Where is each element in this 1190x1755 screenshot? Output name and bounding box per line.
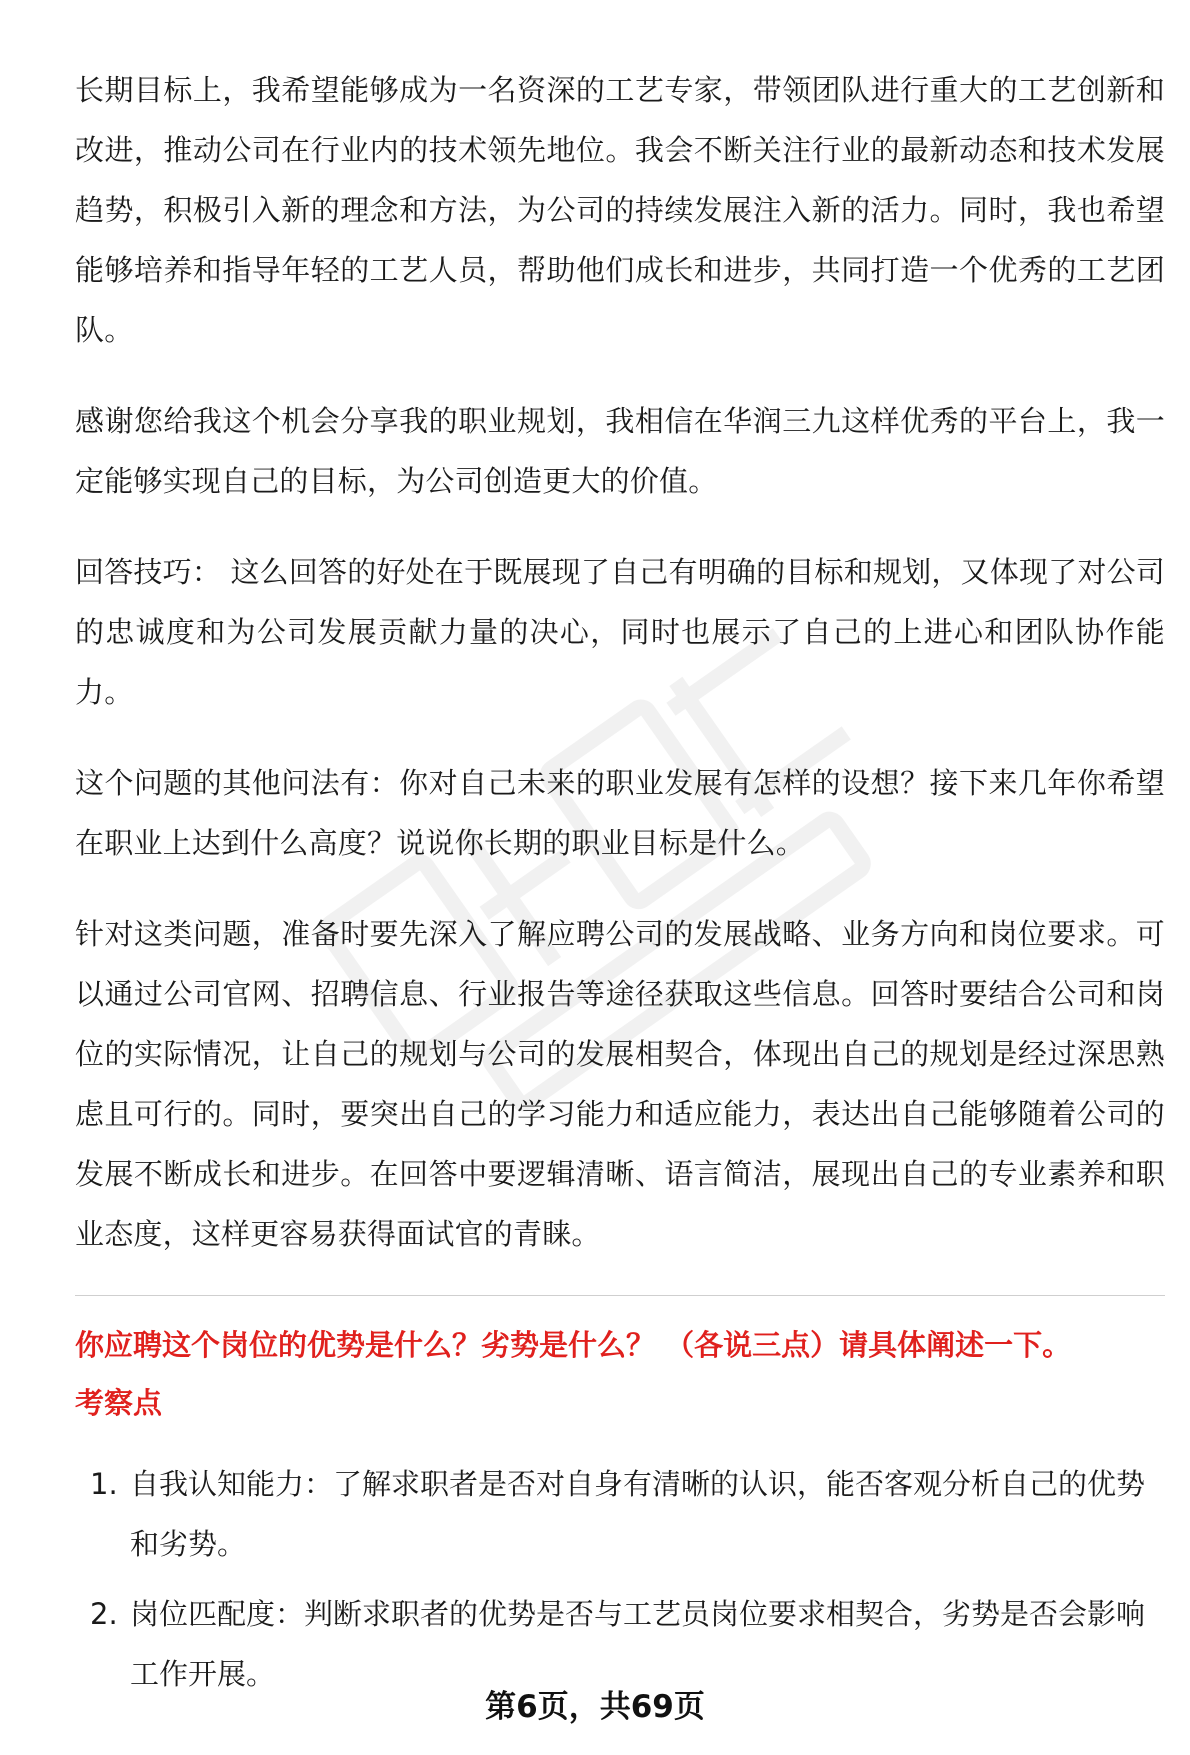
document-page	[75, 60, 1165, 1714]
paragraph-alternate-questions: 这个问题的其他问法有：你对自己未来的职业发展有怎样的设想？接下来几年你希望在职业上达到什么高度？说说你长期的职业目标是什么。	[75, 766, 1165, 860]
paragraph-thanks: 感谢您给我这个机会分享我的职业规划，我相信在华润三九这样优秀的平台上，我一定能够实现自己的目标，为公司创造更大的价值。	[75, 404, 1165, 498]
list-item-number: 2.	[90, 1597, 118, 1631]
page-footer: 第6页，共69页	[485, 1689, 705, 1725]
list-item-number: 1.	[90, 1467, 118, 1501]
list-item	[75, 1454, 1165, 1574]
list-item-text: 自我认知能力：了解求职者是否对自身有清晰的认识，能否客观分析自己的优势和劣势。	[130, 1467, 1146, 1561]
section-divider	[75, 1295, 1165, 1296]
assessment-points-label: 考察点	[75, 1386, 163, 1420]
question-heading: 你应聘这个岗位的优势是什么？劣势是什么？ （各说三点）请具体阐述一下。	[75, 1328, 1072, 1362]
assessment-points-list	[75, 1454, 1165, 1704]
paragraph-answer-tips: 回答技巧： 这么回答的好处在于既展现了自己有明确的目标和规划，又体现了对公司的忠诚度和为公司发展贡献力量的决心，同时也展示了自己的上进心和团队协作能力。	[75, 555, 1165, 709]
list-item-text: 岗位匹配度：判断求职者的优势是否与工艺员岗位要求相契合，劣势是否会影响工作开展。	[130, 1597, 1146, 1691]
paragraph-long-term-goal: 长期目标上，我希望能够成为一名资深的工艺专家，带领团队进行重大的工艺创新和改进，推动公司在行业内的技术领先地位。我会不断关注行业的最新动态和技术发展趋势，积极引入新的理念和方法，为公司的持续发展注入新的活力。同时，我也希望能够培养和指导年轻的工艺人员，帮助他们成长和进步，共同打造一个优秀的工艺团队。	[75, 73, 1165, 347]
paragraph-preparation-advice: 针对这类问题，准备时要先深入了解应聘公司的发展战略、业务方向和岗位要求。可以通过公司官网、招聘信息、行业报告等途径获取这些信息。回答时要结合公司和岗位的实际情况，让自己的规划与公司的发展相契合，体现出自己的规划是经过深思熟虑且可行的。同时，要突出自己的学习能力和适应能力，表达出自己能够随着公司的发展不断成长和进步。在回答中要逻辑清晰、语言简洁，展现出自己的专业素养和职业态度，这样更容易获得面试官的青睐。	[75, 917, 1165, 1251]
